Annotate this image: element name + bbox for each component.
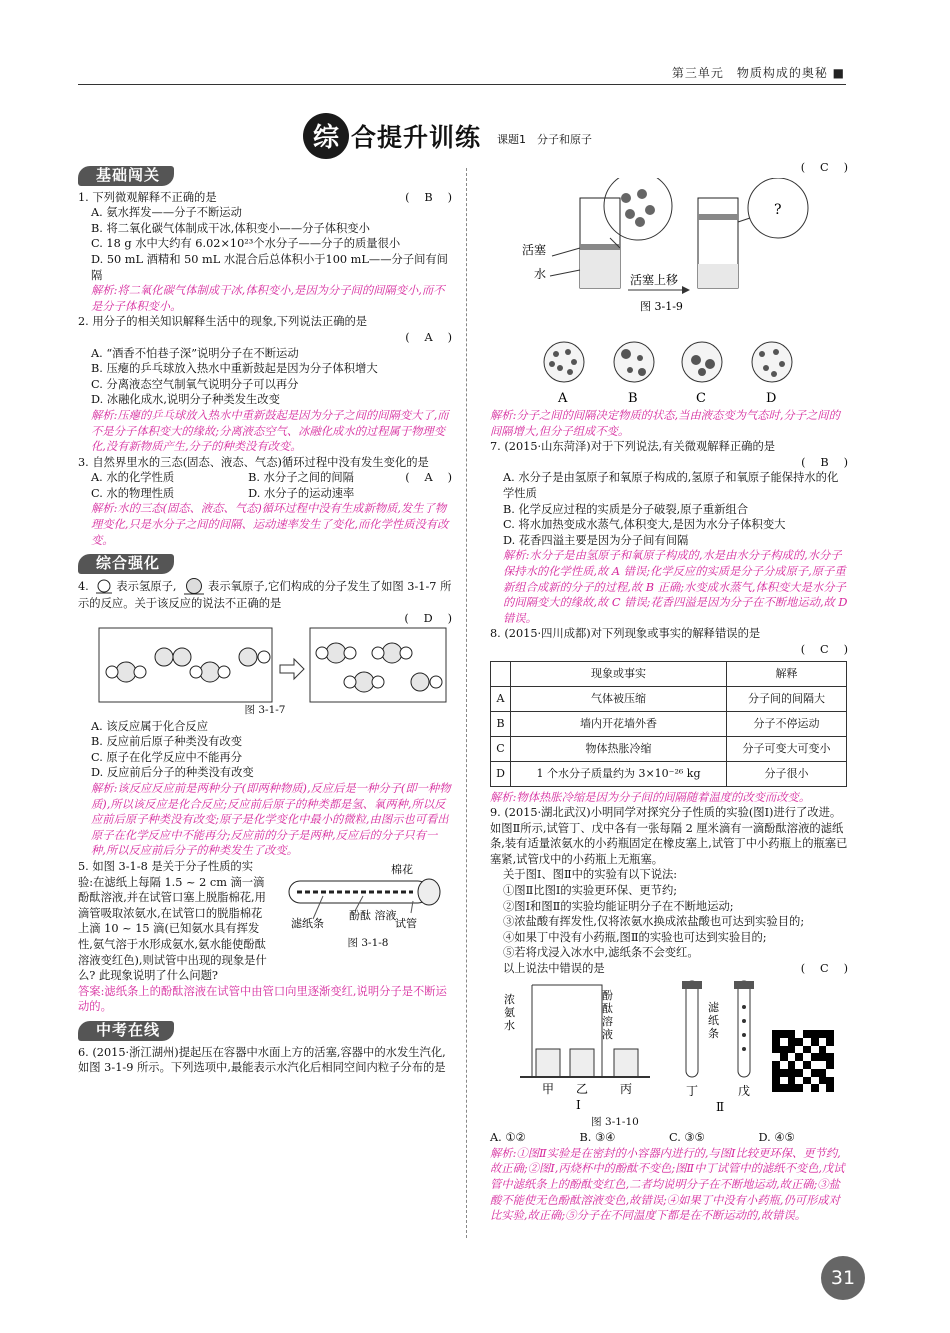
- q3-stem: 3. 自然界里水的三态(固态、液态、气态)循环过程中没有发生变化的是: [78, 455, 429, 469]
- q9-label-yi: 乙: [576, 1081, 589, 1096]
- q2-answer: ( A ): [405, 330, 452, 344]
- q1-option: C. 18 g 水中大约有 6.02×10²³个水分子——分子的质量很小: [91, 237, 401, 251]
- oxygen-atom-icon: [180, 578, 208, 596]
- q4-option: A. 该反应属于化合反应: [91, 719, 209, 733]
- question-5: [78, 859, 452, 1015]
- q7-option: B. 化学反应过程的实质是分子破裂,原子重新组合: [503, 502, 749, 516]
- q9-label-phenol: 酚酞溶液: [602, 988, 613, 1041]
- q9-explanation: 解析:①图Ⅱ实验是在密封的小容器内进行的,与图Ⅰ比较更环保、更节约,故正确;②图Ⅰ,丙烧杯中的酚酞不变色;图Ⅱ中丁试管中的滤纸不变色,戊试管中滤纸条上的酚酞变红色,二者均说明分子在不断地运动,故正确;③盐酸不能使无色酚酞溶液变色,故错误;④如果丁中没有小药瓶,仍可形成对比实验,故正确;⑤分子在不同温度下都是在不断运动的,故错误。: [490, 1146, 845, 1223]
- table-cell: C: [491, 736, 511, 761]
- q9-label-i: Ⅰ: [576, 1097, 581, 1112]
- q9-label-paper: 滤纸条: [708, 1000, 719, 1040]
- q8-answer: ( C ): [800, 642, 848, 656]
- q9-item: ④如果丁中没有小药瓶,图Ⅱ的实验也可达到实验目的;: [503, 930, 767, 944]
- table-header-row: [491, 661, 847, 686]
- q9-label-bing: 丙: [620, 1081, 633, 1096]
- q6-stem: 6. (2015·浙江湖州)提起压在容器中水面上方的活塞,容器中的水发生汽化,如图 3-1-9 所示。下列选项中,最能表示水汽化后相同空间内粒子分布的是: [78, 1045, 446, 1075]
- table-cell: B: [491, 711, 511, 736]
- q5-answer: 答案:滤纸条上的酚酞溶液在试管中由管口向里逐渐变红,说明分子是不断运动的。: [78, 984, 447, 1014]
- q3-explanation: 解析:水的三态(固态、液态、气态)循环过程中没有生成新物质,发生了物理变化,只是水分子之间的间隔、运动速率发生了变化,而化学性质没有改变。: [91, 502, 449, 547]
- q6-option-c: C: [696, 391, 706, 406]
- q2-explanation: 解析:压瘪的乒乓球放入热水中重新鼓起是因为分子之间的间隔变大了,而不是分子体积变大的缘故;分离液态空气、冰融化成水的过程属于物理变化,没有新物质产生,分子的种类没有改变。: [91, 408, 449, 454]
- q6-option-d: D: [766, 391, 777, 406]
- q6-question-mark: ?: [774, 202, 782, 218]
- q9-label-ammonia: 浓氨水: [504, 992, 515, 1032]
- q9-label-ii: Ⅱ: [716, 1099, 725, 1114]
- q6-option-b: B: [628, 391, 638, 406]
- q6-explanation: 解析:分子之间的间隔决定物质的状态,当由液态变为气态时,分子之间的间隔增大,但分子组成不变。: [490, 409, 840, 438]
- q9-intro: 关于图Ⅰ、图Ⅱ中的实验有以下说法:: [503, 868, 678, 882]
- hydrogen-atom-icon: [92, 579, 116, 595]
- q8-table: [490, 661, 847, 787]
- q4-stem-part: 表示氢原子,: [116, 579, 177, 593]
- table-cell: 气体被压缩: [510, 686, 726, 711]
- q2-option: A. “酒香不怕巷子深”说明分子在不断运动: [91, 346, 299, 360]
- q2-stem: 2. 用分子的相关知识解释生活中的现象,下列说法正确的是: [78, 315, 368, 329]
- q4-option: C. 原子在化学反应中不能再分: [91, 750, 242, 764]
- q8-stem: 8. (2015·四川成都)对下列现象或事实的解释错误的是: [490, 627, 761, 641]
- q9-item: ①图Ⅱ比图Ⅰ的实验更环保、更节约;: [503, 884, 678, 898]
- q1-answer: ( B ): [405, 190, 452, 204]
- q7-explanation: 解析:水分子是由氢原子和氧原子构成的,水是由水分子构成的,水分子保持水的化学性质,故 A 错误;化学反应的实质是分子分成原子,原子重新组合成新的分子的过程,故 B 正确;水变成水蒸气,体积变大是水分子的间隔变大的缘故,故 C 错误;花香四溢是因为分子在不断地运动,故 D 错误。: [503, 549, 848, 625]
- q1-explanation: 解析:将二氧化碳气体制成干冰,体积变小,是因为分子间的间隔变小,而不是分子体积变小。: [91, 284, 445, 313]
- section-exam: 中考在线: [78, 1021, 174, 1041]
- q7-option: A. 水分子是由氢原子和氧原子构成的,氢原子和氧原子能保持水的化学性质: [503, 471, 839, 500]
- q6-option-a: A: [558, 391, 568, 406]
- q1-option: A. 氨水挥发——分子不断运动: [91, 206, 242, 220]
- q5-label-paper: 滤纸条: [291, 916, 324, 930]
- q6-options-figure: [490, 338, 820, 408]
- q9-option: B. ③④: [579, 1131, 616, 1145]
- q3-option: C. 水的物理性质: [91, 486, 175, 500]
- table-cell: 墙内开花墙外香: [510, 711, 726, 736]
- title-text: 合提升训练: [351, 122, 482, 152]
- table-cell: 1 个水分子质量约为 3×10⁻²⁶ kg: [510, 761, 726, 786]
- q7-option: C. 将水加热变成水蒸气,体积变大,是因为水分子体积变大: [503, 518, 786, 532]
- q1-stem: 1. 下列微观解释不正确的是: [78, 190, 217, 204]
- left-column: [78, 160, 452, 1076]
- q1-option: D. 50 mL 酒精和 50 mL 水混合后总体积小于100 mL——分子间有间隔: [91, 252, 448, 282]
- q6-figure-caption: 图 3-1-9: [640, 300, 683, 313]
- q5-label-cotton: 棉花: [391, 862, 413, 876]
- q9-item: ⑤若将戊浸入冰水中,滤纸条不会变红。: [503, 946, 699, 960]
- q5-figure-caption: 图 3-1-8: [347, 936, 389, 949]
- q8-explanation: 解析:物体热胀冷缩是因为分子间的间隔随着温度的改变而改变。: [490, 790, 811, 804]
- table-header: 解释: [727, 661, 847, 686]
- table-row: [491, 736, 847, 761]
- q9-option: D. ④⑤: [758, 1131, 795, 1145]
- q4-explanation: 解析:该反应反应前是两种分子(即两种物质),反应后是一种分子(即一种物质),所以该反应是化合反应;反应前后原子的种类都是氢、氧两种,所以反应前后原子种类没有改变;原子是化学变化中最小的微粒,由图示也可看出原子在化学反应中不能再分;反应前的分子是两种,反应后的分子只有一种,所以反应前后分子的种类发生了改变。: [91, 782, 451, 858]
- q4-option: B. 反应前后原子种类没有改变: [91, 735, 243, 749]
- question-7: [490, 439, 848, 626]
- table-cell: 分子不停运动: [727, 711, 847, 736]
- q9-stem: 9. (2015·湖北武汉)小明同学对探究分子性质的实验(图Ⅰ)进行了改进。如图Ⅱ所示,试管丁、戊中各有一张每隔 2 厘米滴有一滴酚酞溶液的滤纸条,装有适量浓氨水的小药瓶固定在橡皮塞上,试管丁中小药瓶上的瓶塞已塞紧,试管戊中的小药瓶上无瓶塞。: [490, 806, 848, 866]
- q7-stem: 7. (2015·山东菏泽)对于下列说法,有关微观解释正确的是: [490, 440, 776, 454]
- q9-label-jia: 甲: [542, 1081, 555, 1096]
- q9-figure-caption: 图 3-1-10: [591, 1115, 639, 1128]
- running-header: 第三单元 物质构成的奥秘 ■: [671, 66, 845, 80]
- q4-stem-part: 表示氧原子,它们构成的分子发生了如图 3-1-7 所示的反应。关于该反应的说法不正确的是: [78, 579, 452, 610]
- question-4: [78, 578, 452, 859]
- table-cell: 分子很小: [727, 761, 847, 786]
- q9-option: C. ③⑤: [669, 1131, 705, 1145]
- q6-label-action: 活塞上移: [630, 273, 679, 287]
- q3-option: A. 水的化学性质: [91, 471, 175, 485]
- q4-figure-caption: 图 3-1-7: [244, 704, 286, 717]
- q9-label-ding: 丁: [686, 1083, 699, 1098]
- q1-option: B. 将二氧化碳气体制成干冰,体积变小——分子体积变小: [91, 221, 370, 235]
- table-header: 现象或事实: [510, 661, 726, 686]
- page-title: [303, 113, 592, 158]
- q6-label-piston: 活塞: [522, 243, 547, 257]
- q5-stem: 5. 如图 3-1-8 是关于分子性质的实验:在滤纸上每隔 1.5 ~ 2 cm 滴一滴酚酞溶液,并在试管口塞上脱脂棉花,用滴管吸取浓氨水,在试管口的脱脂棉花上滴 10 ~ 15 滴(已知氨水具有挥发性,氨气溶于水形成氨水,氨水能使酚酞溶液变红色),则试管中出现的现象是什么? 此现象说明了什么问题?: [78, 859, 267, 983]
- question-9: [490, 805, 848, 1224]
- table-cell: 分子可变大可变小: [727, 736, 847, 761]
- test-tube-diagram: [283, 861, 451, 931]
- q2-option: D. 冰融化成水,说明分子种类发生改变: [91, 393, 280, 407]
- table-cell: 物体热胀冷缩: [510, 736, 726, 761]
- table-row: [491, 761, 847, 786]
- q6-label-water: 水: [534, 267, 547, 281]
- table-row: [491, 711, 847, 736]
- section-basic: 基础闯关: [78, 166, 174, 186]
- figure-3-1-9: [490, 178, 820, 338]
- question-1: [78, 190, 452, 315]
- q9-item: ②图Ⅰ和图Ⅱ的实验均能证明分子在不断地运动;: [503, 899, 734, 913]
- q3-option: B. 水分子之间的间隔: [248, 471, 354, 485]
- q7-answer: ( B ): [801, 455, 848, 469]
- table-cell: D: [491, 761, 511, 786]
- title-badge: 综: [303, 113, 349, 159]
- q4-option: D. 反应前后分子的种类没有改变: [91, 766, 254, 780]
- figure-3-1-8: [283, 861, 453, 951]
- qr-code[interactable]: [772, 1030, 834, 1092]
- question-2: [78, 314, 452, 454]
- column-divider: [466, 168, 467, 1238]
- page-number: 31: [821, 1256, 865, 1300]
- lesson-subtitle: 课题1 分子和原子: [497, 132, 593, 146]
- q3-option: D. 水分子的运动速率: [248, 486, 355, 500]
- q2-option: C. 分离液态空气制氧气说明分子可以再分: [91, 377, 299, 391]
- q9-label-wu: 戊: [738, 1083, 751, 1098]
- q4-answer: ( D ): [404, 612, 452, 626]
- q9-last: 以上说法中错误的是: [503, 962, 605, 976]
- table-cell: 分子间的间隔大: [727, 686, 847, 711]
- table-header: [491, 661, 511, 686]
- section-strengthen: 综合强化: [78, 554, 174, 574]
- q3-answer: ( A ): [405, 471, 452, 485]
- q7-option: D. 花香四溢主要是因为分子间有间隔: [503, 533, 689, 547]
- q5-label-tube: 试管: [395, 916, 417, 930]
- header-rule: [78, 84, 846, 85]
- q9-option: A. ①②: [490, 1131, 526, 1145]
- table-row: [491, 686, 847, 711]
- q9-answer: ( C ): [800, 962, 848, 976]
- q5-label-phenol: 酚酞 溶液: [349, 908, 397, 922]
- question-3: [78, 455, 452, 549]
- figure-3-1-7: [98, 627, 448, 703]
- table-cell: A: [491, 686, 511, 711]
- q2-option: B. 压瘪的乒乓球放入热水中重新鼓起是因为分子体积增大: [91, 362, 378, 376]
- qr-code-icon: [772, 1030, 834, 1092]
- question-8: [490, 626, 848, 805]
- q9-item: ③浓盐酸有挥发性,仅将浓氨水换成浓盐酸也可达到实验目的;: [503, 915, 805, 929]
- q6-answer: ( C ): [800, 161, 848, 174]
- q4-number: 4.: [78, 579, 89, 593]
